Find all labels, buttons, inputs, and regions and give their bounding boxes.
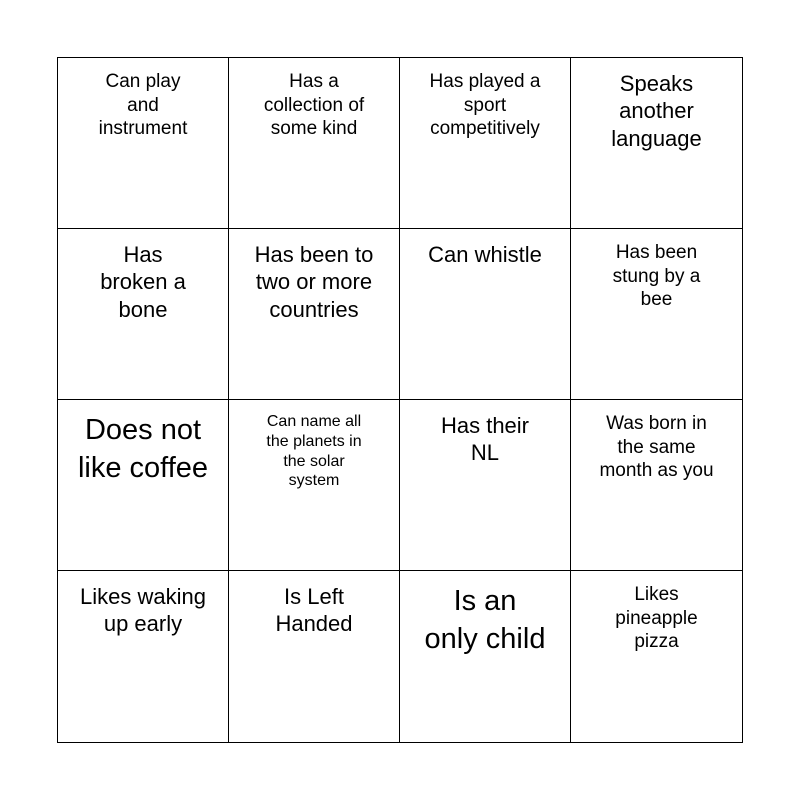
bingo-cell-14[interactable]: Is Left Handed xyxy=(229,571,400,742)
bingo-cell-11[interactable]: Has their NL xyxy=(400,400,571,571)
bingo-board xyxy=(57,57,743,743)
bingo-cell-10[interactable]: Can name all the planets in the solar system xyxy=(229,400,400,571)
bingo-cell-5[interactable]: Has broken a bone xyxy=(58,229,229,400)
bingo-cell-13[interactable]: Likes waking up early xyxy=(58,571,229,742)
bingo-cell-1[interactable]: Can play and instrument xyxy=(58,58,229,229)
bingo-cell-8[interactable]: Has been stung by a bee xyxy=(571,229,742,400)
bingo-cell-6[interactable]: Has been to two or more countries xyxy=(229,229,400,400)
bingo-cell-4[interactable]: Speaks another language xyxy=(571,58,742,229)
bingo-cell-15[interactable]: Is an only child xyxy=(400,571,571,742)
bingo-cell-9[interactable]: Does not like coffee xyxy=(58,400,229,571)
bingo-cell-12[interactable]: Was born in the same month as you xyxy=(571,400,742,571)
bingo-cell-3[interactable]: Has played a sport competitively xyxy=(400,58,571,229)
bingo-cell-16[interactable]: Likes pineapple pizza xyxy=(615,584,698,653)
bingo-cell-2[interactable]: Has a collection of some kind xyxy=(229,58,400,229)
bingo-cell-7[interactable]: Can whistle xyxy=(400,229,571,400)
